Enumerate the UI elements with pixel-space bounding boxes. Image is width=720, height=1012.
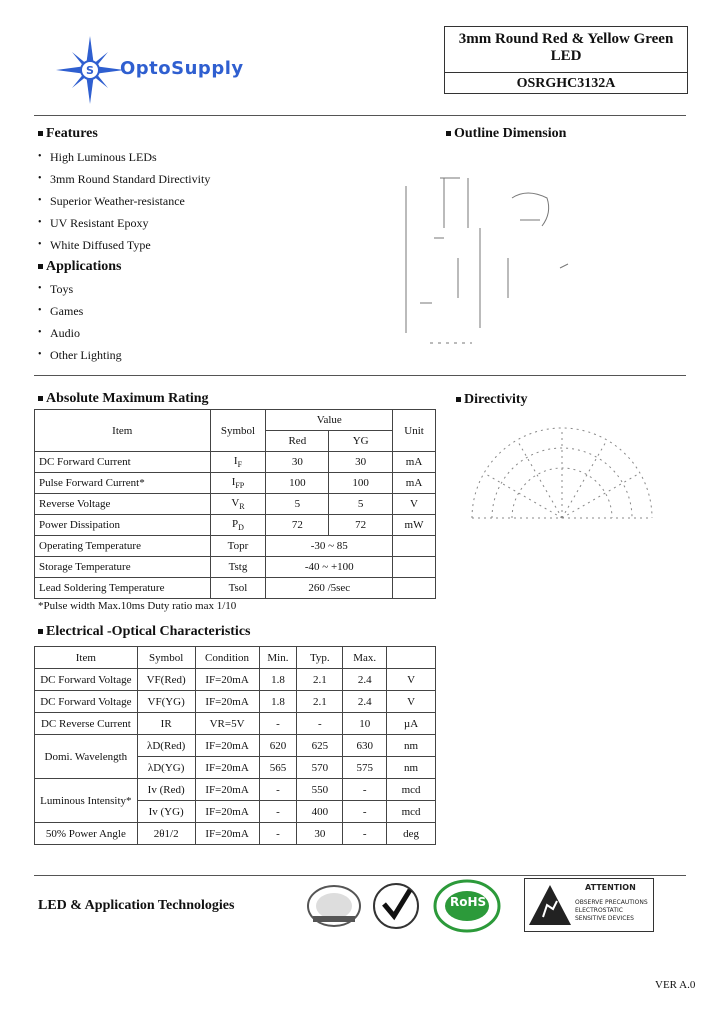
cell-min: - <box>259 713 297 735</box>
list-item: • 3mm Round Standard Directivity <box>34 168 210 190</box>
list-item: • Audio <box>34 322 122 344</box>
cell-symbol: $V_R$ <box>210 494 266 515</box>
esd-text: OBSERVE PRECAUTIONS ELECTROSTATIC SENSITIVE DEVICES <box>575 899 648 922</box>
esd-attention-box <box>524 878 654 932</box>
cell-symbol: $I_F$ <box>210 452 266 473</box>
cell-item: Pulse Forward Current* <box>35 473 211 494</box>
directivity-diagram <box>462 418 662 528</box>
header-unit: Unit <box>393 410 436 452</box>
tuv-cert-logo <box>305 882 363 930</box>
table-row <box>35 691 436 713</box>
square-bullet-icon <box>38 131 43 136</box>
cell-symbol: IR <box>137 713 195 735</box>
table-row <box>35 823 436 845</box>
cell-condition: IF=20mA <box>195 779 259 801</box>
cell-item: Power Dissipation <box>35 515 211 536</box>
cell-condition: IF=20mA <box>195 823 259 845</box>
cell-max: 2.4 <box>343 691 387 713</box>
cell-typ: 2.1 <box>297 691 343 713</box>
cell-symbol: Topr <box>210 536 266 557</box>
cell-symbol: λD(YG) <box>137 757 195 779</box>
title-box <box>444 26 688 94</box>
cell-symbol: λD(Red) <box>137 735 195 757</box>
header-yg: YG <box>329 431 393 452</box>
cell-unit: deg <box>387 823 436 845</box>
outline-drawing <box>400 168 580 353</box>
header-symbol: Symbol <box>210 410 266 452</box>
cell-item: DC Forward Current <box>35 452 211 473</box>
cell-unit: nm <box>387 735 436 757</box>
cell-min: 620 <box>259 735 297 757</box>
title-line2: LED <box>550 48 582 64</box>
table-row <box>35 713 436 735</box>
table-row <box>35 669 436 691</box>
cell-max: - <box>343 823 387 845</box>
cell-value: -30 ~ 85 <box>266 536 393 557</box>
cell-symbol: 2θ1/2 <box>137 823 195 845</box>
header-item: Item <box>35 410 211 452</box>
cell-value: 260 /5sec <box>266 578 393 599</box>
cell-symbol: Iv (Red) <box>137 779 195 801</box>
cell-min: - <box>259 779 297 801</box>
cell-unit: µA <box>387 713 436 735</box>
cell-min: 1.8 <box>259 691 297 713</box>
list-item: • High Luminous LEDs <box>34 146 210 168</box>
cell-yg: 5 <box>329 494 393 515</box>
cell-typ: 400 <box>297 801 343 823</box>
header-min: Min. <box>259 647 297 669</box>
cell-unit: mcd <box>387 779 436 801</box>
table-row <box>35 515 436 536</box>
cell-item: DC Forward Voltage <box>35 669 138 691</box>
table-row <box>35 557 436 578</box>
header-typ: Typ. <box>297 647 343 669</box>
cell-min: 565 <box>259 757 297 779</box>
svg-text:S: S <box>86 64 94 77</box>
cell-item: DC Forward Voltage <box>35 691 138 713</box>
cell-symbol: Tsol <box>210 578 266 599</box>
cell-unit: mcd <box>387 801 436 823</box>
header-unit <box>387 647 436 669</box>
cell-unit <box>393 578 436 599</box>
cell-value: -40 ~ +100 <box>266 557 393 578</box>
cell-max: 2.4 <box>343 669 387 691</box>
cell-max: - <box>343 779 387 801</box>
list-item: • Other Lighting <box>34 344 122 366</box>
rohs-label: RoHS <box>450 895 487 909</box>
cell-symbol: Iv (YG) <box>137 801 195 823</box>
cell-typ: 570 <box>297 757 343 779</box>
logo-text: OptoSupply <box>120 58 244 79</box>
cell-typ: 30 <box>297 823 343 845</box>
cell-max: - <box>343 801 387 823</box>
cell-yg: 72 <box>329 515 393 536</box>
cell-yg: 30 <box>329 452 393 473</box>
quality-check-logo <box>370 880 422 930</box>
header-value: Value <box>266 410 393 431</box>
cell-item: DC Reverse Current <box>35 713 138 735</box>
cell-item: Storage Temperature <box>35 557 211 578</box>
table-header-row <box>35 410 436 431</box>
cell-symbol: $I_{FP}$ <box>210 473 266 494</box>
cell-unit: V <box>387 669 436 691</box>
cell-condition: IF=20mA <box>195 757 259 779</box>
footer-company: LED & Application Technologies <box>38 898 235 913</box>
cell-condition: IF=20mA <box>195 801 259 823</box>
part-number: OSRGHC3132A <box>516 76 616 91</box>
cell-condition: IF=20mA <box>195 669 259 691</box>
cell-unit: V <box>393 494 436 515</box>
cell-red: 5 <box>266 494 329 515</box>
cell-red: 30 <box>266 452 329 473</box>
cell-item: Luminous Intensity* <box>35 779 138 823</box>
header-red: Red <box>266 431 329 452</box>
title-line1: 3mm Round Red & Yellow Green <box>458 31 674 47</box>
header-symbol: Symbol <box>137 647 195 669</box>
eo-table <box>34 646 436 845</box>
cell-symbol: VF(YG) <box>137 691 195 713</box>
header-rule <box>34 115 686 116</box>
list-item: • Toys <box>34 278 122 300</box>
cell-item: Lead Soldering Temperature <box>35 578 211 599</box>
abs-max-heading: Absolute Maximum Rating <box>38 391 209 407</box>
square-bullet-icon <box>38 264 43 269</box>
cell-max: 630 <box>343 735 387 757</box>
cell-condition: IF=20mA <box>195 691 259 713</box>
directivity-heading: Directivity <box>456 392 528 408</box>
cell-typ: 550 <box>297 779 343 801</box>
table-row <box>35 536 436 557</box>
features-heading: Features <box>38 126 98 142</box>
title-divider <box>445 72 687 73</box>
header-item: Item <box>35 647 138 669</box>
cell-red: 100 <box>266 473 329 494</box>
table-header-row <box>35 647 436 669</box>
square-bullet-icon <box>38 629 43 634</box>
abs-max-table <box>34 409 436 599</box>
outline-heading: Outline Dimension <box>446 126 566 142</box>
cell-unit: mA <box>393 473 436 494</box>
section-rule <box>34 375 686 376</box>
cell-min: - <box>259 801 297 823</box>
cell-unit <box>393 557 436 578</box>
cell-symbol: $P_D$ <box>210 515 266 536</box>
square-bullet-icon <box>38 396 43 401</box>
table-row <box>35 452 436 473</box>
cell-max: 10 <box>343 713 387 735</box>
cell-condition: IF=20mA <box>195 735 259 757</box>
cell-unit <box>393 536 436 557</box>
table-row <box>35 473 436 494</box>
cell-item: Domi. Wavelength <box>35 735 138 779</box>
square-bullet-icon <box>456 397 461 402</box>
list-item: • UV Resistant Epoxy <box>34 212 210 234</box>
attention-label: ATTENTION <box>585 883 636 892</box>
applications-list <box>34 278 122 366</box>
table-row <box>35 578 436 599</box>
cell-unit: nm <box>387 757 436 779</box>
table-row <box>35 779 436 801</box>
list-item: • White Diffused Type <box>34 234 210 256</box>
table-row <box>35 494 436 515</box>
cell-typ: - <box>297 713 343 735</box>
cell-min: - <box>259 823 297 845</box>
cell-typ: 625 <box>297 735 343 757</box>
list-item: • Superior Weather-resistance <box>34 190 210 212</box>
cell-unit: V <box>387 691 436 713</box>
applications-heading: Applications <box>38 259 121 275</box>
eo-heading: Electrical -Optical Characteristics <box>38 624 250 640</box>
features-list <box>34 146 210 256</box>
list-item: • Games <box>34 300 122 322</box>
cell-red: 72 <box>266 515 329 536</box>
cell-max: 575 <box>343 757 387 779</box>
cell-unit: mW <box>393 515 436 536</box>
cell-yg: 100 <box>329 473 393 494</box>
square-bullet-icon <box>446 131 451 136</box>
cell-typ: 2.1 <box>297 669 343 691</box>
header-max: Max. <box>343 647 387 669</box>
table-row <box>35 735 436 757</box>
header-condition: Condition <box>195 647 259 669</box>
version-label: VER A.0 <box>655 979 696 991</box>
pulse-note: *Pulse width Max.10ms Duty ratio max 1/10 <box>38 600 237 612</box>
cell-item: Reverse Voltage <box>35 494 211 515</box>
cell-symbol: VF(Red) <box>137 669 195 691</box>
esd-warning-icon <box>527 883 573 927</box>
cell-condition: VR=5V <box>195 713 259 735</box>
cell-symbol: Tstg <box>210 557 266 578</box>
footer-rule <box>34 875 686 876</box>
cell-unit: mA <box>393 452 436 473</box>
cell-min: 1.8 <box>259 669 297 691</box>
cell-item: Operating Temperature <box>35 536 211 557</box>
cell-item: 50% Power Angle <box>35 823 138 845</box>
